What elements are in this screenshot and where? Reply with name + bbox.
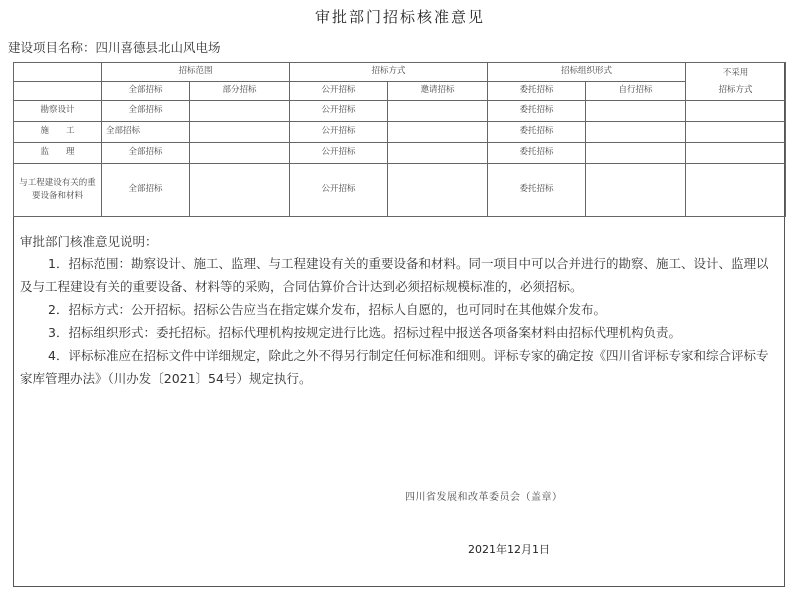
cell-none	[686, 101, 786, 122]
cell-partial	[190, 143, 290, 164]
cell-full: 全部招标	[102, 164, 190, 217]
opinion-heading: 审批部门核准意见说明：	[20, 234, 158, 249]
cell-open: 公开招标	[290, 143, 388, 164]
cell-invite	[388, 143, 488, 164]
subheader-corner	[14, 82, 102, 101]
cell-partial	[190, 122, 290, 143]
cell-open: 公开招标	[290, 122, 388, 143]
page-title: 审批部门招标核准意见	[314, 8, 485, 26]
cell-full: 全部招标	[102, 143, 190, 164]
cell-none	[686, 122, 786, 143]
cell-self	[586, 164, 686, 217]
cell-invite	[388, 122, 488, 143]
cell-self	[586, 101, 686, 122]
row-label: 施 工	[14, 122, 102, 143]
table-row	[14, 164, 786, 217]
table-row	[14, 101, 786, 122]
cell-full: 全部招标	[102, 122, 190, 143]
cell-entrust: 委托招标	[488, 143, 586, 164]
issue-date: 2021年12月1日	[468, 543, 550, 556]
header-corner	[14, 63, 102, 82]
sub-open: 公开招标	[290, 82, 388, 101]
cell-partial	[190, 101, 290, 122]
header-method: 招标方式	[290, 63, 488, 82]
header-scope: 招标范围	[102, 63, 290, 82]
sub-entrust: 委托招标	[488, 82, 586, 101]
opinion-paragraph-2: 2．招标方式：公开招标。招标公告应当在指定媒介发布，招标人自愿的，也可同时在其他媒介发布。	[48, 302, 606, 317]
cell-open: 公开招标	[290, 164, 388, 217]
sub-invite: 邀请招标	[388, 82, 488, 101]
cell-partial	[190, 164, 290, 217]
cell-self	[586, 122, 686, 143]
row-label: 与工程建设有关的重要设备和材料	[14, 164, 102, 217]
cell-invite	[388, 101, 488, 122]
header-none	[686, 63, 786, 101]
cell-full: 全部招标	[102, 101, 190, 122]
header-none-line2: 招标方式	[718, 84, 753, 95]
table-row	[14, 143, 786, 164]
tender-table	[13, 62, 786, 217]
opinion-paragraph-1: 1．招标范围：勘察设计、施工、监理、与工程建设有关的重要设备和材料。同一项目中可以合并进行的勘察、施工、设计、监理以及与工程建设有关的重要设备、材料等的采购，合同估算价合计达到必须招标规模标准的，必须招标。	[20, 256, 769, 294]
cell-entrust: 委托招标	[488, 101, 586, 122]
sub-self: 自行招标	[586, 82, 686, 101]
cell-entrust: 委托招标	[488, 122, 586, 143]
row-label: 勘察设计	[14, 101, 102, 122]
sub-full: 全部招标	[102, 82, 190, 101]
opinion-paragraph-3: 3．招标组织形式：委托招标。招标代理机构按规定进行比选。招标过程中报送各项备案材料由招标代理机构负责。	[48, 325, 681, 340]
table-row	[14, 122, 786, 143]
cell-invite	[388, 164, 488, 217]
cell-none	[686, 164, 786, 217]
cell-open: 公开招标	[290, 101, 388, 122]
header-none-line1: 不采用	[722, 68, 749, 79]
cell-self	[586, 143, 686, 164]
sub-partial: 部分招标	[190, 82, 290, 101]
cell-entrust: 委托招标	[488, 164, 586, 217]
row-label: 监 理	[14, 143, 102, 164]
opinion-paragraph-4: 4．评标标准应在招标文件中详细规定，除此之外不得另行制定任何标准和细则。评标专家的确定按《四川省评标专家和综合评标专家库管理办法》（川办发〔2021〕54号）规定执行。	[20, 348, 769, 386]
cell-none	[686, 143, 786, 164]
header-org: 招标组织形式	[488, 63, 686, 82]
issuing-authority: 四川省发展和改革委员会（盖章）	[405, 492, 563, 503]
project-name: 建设项目名称：四川喜德县北山风电场	[8, 40, 221, 55]
